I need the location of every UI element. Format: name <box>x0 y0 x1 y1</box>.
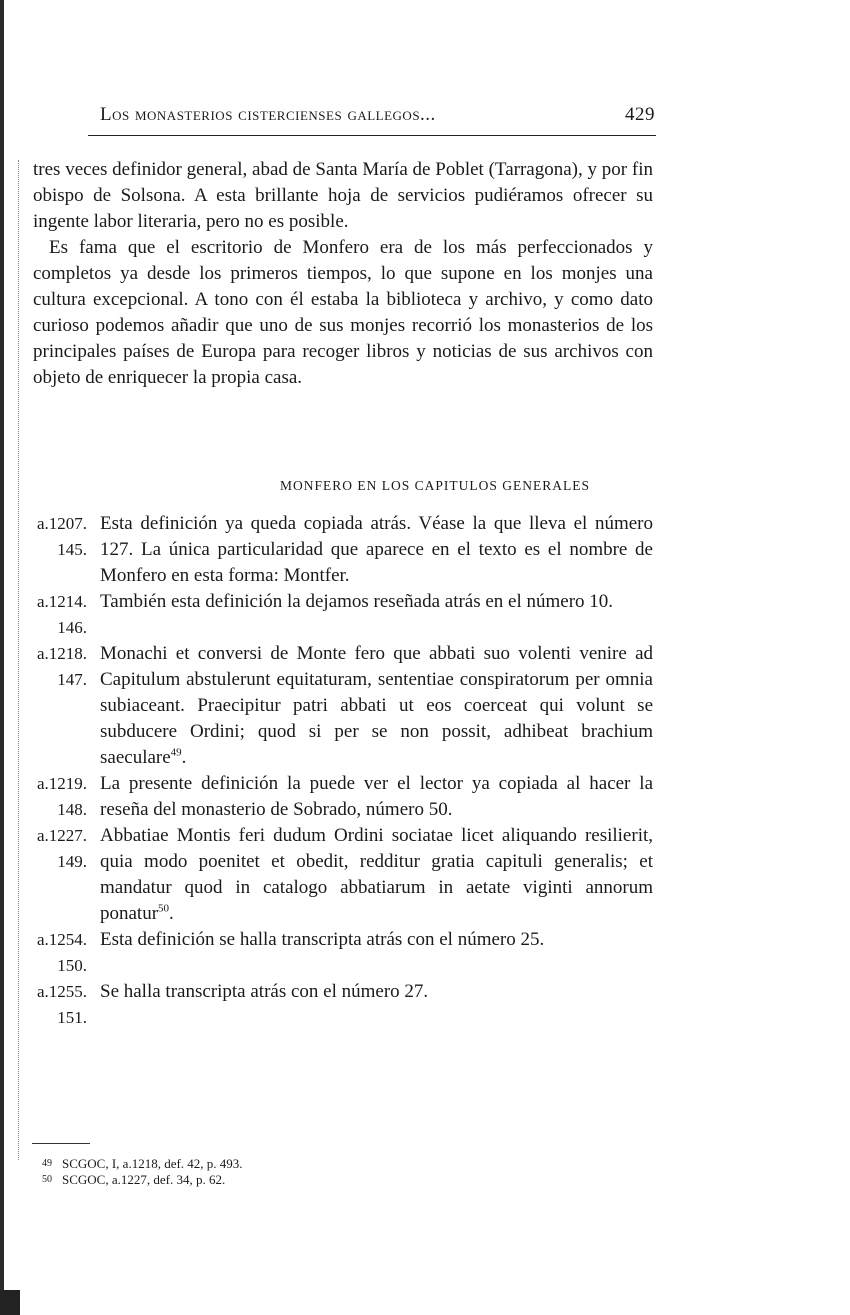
footnote <box>42 1172 442 1188</box>
entry-text: Esta definición ya queda copiada atrás. Véase la que lleva el número 127. La única particularidad que aparece en el texto es el nombre de Monfero en esta forma: Montfer. <box>100 513 653 586</box>
body-text <box>33 157 653 391</box>
entry-reference <box>33 589 100 641</box>
footnote-mark: 49 <box>42 1158 52 1169</box>
entry-year: a.1218. <box>36 644 87 663</box>
entry-number: 145. <box>57 540 87 559</box>
entry-text: Monachi et conversi de Monte fero que abbati suo volenti venire ad Capitulum abstulerunt equitaturam, sententiae conspiratorum per omnia subiaceant. Praecipitur patri abbati ut eos coerceat qui volunt se subducere Ordini; quod si per se non possit, adhibeat brachium saeculare$^{49}$. <box>100 643 653 768</box>
entry-150 <box>33 927 653 979</box>
entry-reference <box>33 927 100 979</box>
footnote-mark: 50 <box>42 1174 52 1185</box>
entry-text: Esta definición se halla transcripta atrás con el número 25. <box>100 929 545 950</box>
entry-year: a.1219. <box>36 774 87 793</box>
footnote-ref: 50 <box>158 902 170 915</box>
entry-reference <box>33 979 100 1031</box>
entry-text: La presente definición la puede ver el lector ya copiada al hacer la reseña del monasterio de Sobrado, número 50. <box>100 773 653 820</box>
entry-reference <box>33 511 100 589</box>
entry-148 <box>33 771 653 823</box>
entry-year: a.1214. <box>36 592 87 611</box>
entry-body: Abbatiae Montis feri dudum Ordini sociatae licet aliquando resilierit, quia modo poenitet et obedit, redditur gratia capituli generalis; et mandatur quod in catalogo abbatiarum in aetate viginti annorum ponatur <box>100 825 653 924</box>
paragraph: Es fama que el escritorio de Monfero era de los más perfeccionados y completos ya desde los primeros tiempos, lo que supone en los monjes una cultura excepcional. A tono con él estaba la biblioteca y archivo, y como dato curioso podemos añadir que uno de sus monjes recorrió los monasterios de los principales países de Europa para recoger libros y noticias de sus archivos con objeto de enriquecer la propia casa. <box>33 237 653 388</box>
entry-number: 148. <box>57 800 87 819</box>
entry-147 <box>33 641 653 771</box>
entry-year: a.1255. <box>36 982 87 1001</box>
footnote <box>42 1156 442 1172</box>
entry-text: También esta definición la dejamos reseñada atrás en el número 10. <box>100 591 614 612</box>
entry-number: 146. <box>57 618 87 637</box>
entry-number: 147. <box>57 670 87 689</box>
entry-151 <box>33 979 653 1031</box>
entry-149 <box>33 823 653 927</box>
footnote-text: SCGOC, a.1227, def. 34, p. 62. <box>62 1172 226 1187</box>
entry-reference <box>33 641 100 771</box>
entry-text: Abbatiae Montis feri dudum Ordini sociatae licet aliquando resilierit, quia modo poenitet et obedit, redditur gratia capituli generalis; et mandatur quod in catalogo abbatiarum in aetate viginti annorum ponatur$^{50}$. <box>100 825 653 924</box>
entry-145 <box>33 511 653 589</box>
entry-text: Se halla transcripta atrás con el número 27. <box>100 981 429 1002</box>
footnote-ref: 49 <box>170 746 182 759</box>
header-rule <box>88 135 656 136</box>
chapter-entries <box>33 511 653 1031</box>
entry-year: a.1254. <box>36 930 87 949</box>
running-title: Los monasterios cistercienses gallegos... <box>100 104 436 125</box>
entry-year: a.1227. <box>36 826 87 845</box>
footnotes <box>42 1156 442 1188</box>
entry-year: a.1207. <box>36 514 87 533</box>
section-title: MONFERO EN LOS CAPITULOS GENERALES <box>279 478 590 493</box>
entry-number: 151. <box>57 1008 87 1027</box>
entry-number: 150. <box>57 956 87 975</box>
entry-number: 149. <box>57 852 87 871</box>
entry-reference <box>33 823 100 927</box>
footnote-text: SCGOC, I, a.1218, def. 42, p. 493. <box>62 1156 243 1171</box>
footnote-rule <box>32 1143 90 1144</box>
entry-body: Monachi et conversi de Monte fero que abbati suo volenti venire ad Capitulum abstulerunt equitaturam, sententiae conspiratorum per omnia subiaceant. Praecipitur patri abbati ut eos coerceat qui volunt se subducere Ordini; quod si per se non possit, adhibeat brachium saeculare <box>100 643 653 768</box>
paragraph: tres veces definidor general, abad de Santa María de Poblet (Tarragona), y por fin obispo de Solsona. A esta brillante hoja de servicios pudiéramos ofrecer su ingente labor literaria, pero no es posible. <box>33 159 653 232</box>
page-number: 429 <box>625 104 655 125</box>
entry-146 <box>33 589 653 641</box>
entry-reference <box>33 771 100 823</box>
